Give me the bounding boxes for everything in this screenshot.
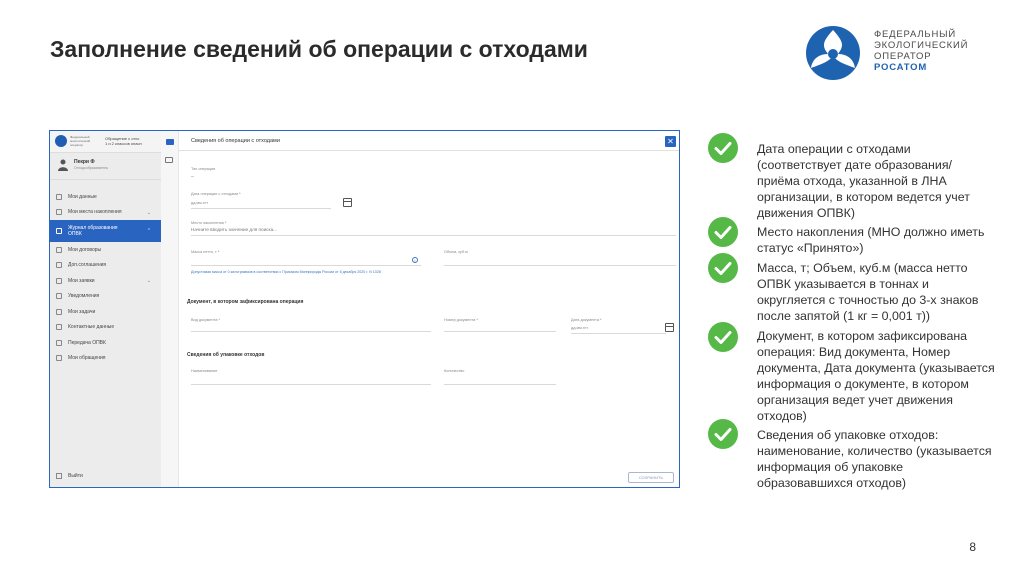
- contacts-icon: [56, 324, 62, 330]
- calendar-icon[interactable]: [343, 198, 352, 207]
- user-card[interactable]: [50, 153, 161, 179]
- required-mark: *: [224, 221, 227, 225]
- operation-date-label: [191, 192, 241, 196]
- document-section-title: Документ, в котором зафиксирована операция: [187, 299, 304, 305]
- sidebar-item-label: Доп.соглашения: [68, 262, 107, 269]
- close-button[interactable]: ✕: [665, 136, 676, 147]
- user-name: Пекри Ф: [74, 159, 95, 165]
- chevron-down-icon: ⌄: [146, 209, 151, 216]
- pack-name-label: Наименование: [191, 369, 218, 373]
- sidebar-item-label: Мои заявки: [68, 277, 95, 284]
- sidebar-item-appeals[interactable]: [50, 351, 161, 367]
- rosatom-logo: [804, 24, 984, 82]
- avatar-icon: [58, 159, 68, 171]
- logout-icon: [56, 473, 62, 479]
- folder-icon[interactable]: [166, 139, 174, 145]
- sidebar-item-contacts[interactable]: [50, 320, 161, 336]
- sidebar-item-label: Мои места накопления: [68, 209, 122, 216]
- packaging-section-title: Сведения об упаковке отходов: [187, 352, 265, 358]
- sidebar-item-label: Передача ОПВК: [68, 339, 106, 346]
- sidebar-item-my-data[interactable]: [50, 189, 161, 205]
- check-icon: [708, 217, 738, 247]
- sidebar-item-label: Контактные данные: [68, 324, 115, 331]
- sidebar-header: [50, 131, 161, 153]
- sidebar-item-notifications[interactable]: [50, 289, 161, 305]
- sidebar-item-label: Уведомления: [68, 293, 100, 300]
- logout-label: Выйти: [68, 473, 83, 479]
- divider: [50, 179, 161, 180]
- chevron-up-icon: ⌃: [146, 228, 151, 234]
- operation-dialog: [179, 131, 680, 487]
- sidebar-item-transfer[interactable]: [50, 335, 161, 351]
- tasks-icon: [56, 309, 62, 315]
- org-name: [105, 136, 142, 146]
- chat-icon: [56, 355, 62, 361]
- mass-hint: Допустимая масса от 0 килограммов в соответствии с Приказом Минприроды России от 8 декабря 2020 г. N 1028: [191, 270, 381, 274]
- mass-label: [191, 250, 219, 254]
- logout-button[interactable]: [56, 473, 83, 479]
- calendar-icon[interactable]: [665, 323, 674, 332]
- page-number: 8: [969, 540, 976, 554]
- label-text: Дата операции с отходами: [191, 192, 239, 196]
- operation-date-input[interactable]: дд.мм.гггг: [191, 201, 209, 205]
- point-text: Дата операции с отходами (соответствует дате образования/ приёма отхода, указанной в ЛНА организации, в котором ведется учет движения ОПВК): [757, 142, 970, 220]
- logo-line: ОПЕРАТОР: [874, 51, 932, 62]
- volume-label: Объем, куб.м: [444, 250, 468, 254]
- doc-type-underline[interactable]: [191, 331, 431, 332]
- required-mark: *: [217, 250, 220, 254]
- sidebar-menu: [50, 189, 161, 366]
- journal-icon: [56, 228, 62, 234]
- bell-icon: [56, 293, 62, 299]
- chevron-down-icon: ⌄: [146, 278, 151, 284]
- label-text: Место накопления: [191, 221, 224, 225]
- doc-date-input[interactable]: дд.мм.гггг: [571, 326, 589, 330]
- label-text: Вид документа: [191, 318, 218, 322]
- sidebar-item-storage-places[interactable]: [50, 205, 161, 221]
- storage-place-label: [191, 221, 226, 225]
- point-text: Сведения об упаковке отходов: наименование, количество (указывается информация об упаковке образовавшихся отходов): [757, 428, 992, 490]
- document-icon: [56, 247, 62, 253]
- logo-brand: РОСАТОМ: [874, 62, 928, 73]
- sidebar-item-agreements[interactable]: [50, 258, 161, 274]
- sidebar-item-tasks[interactable]: [50, 304, 161, 320]
- volume-underline[interactable]: [444, 265, 676, 266]
- storage-place-input[interactable]: Начните вводить значение для поиска...: [191, 227, 277, 232]
- logo-line: ЭКОЛОГИЧЕСКИЙ: [874, 40, 969, 51]
- point-text: Документ, в котором зафиксирована операция: Вид документа, Номер документа, Дата документа (указывается информация о документе, в котором организация ведет учет движения отходов): [757, 329, 995, 423]
- user-role: Отходообразователь: [74, 166, 109, 170]
- sidebar-item-journal[interactable]: [50, 220, 161, 242]
- operation-type-label: Тип операции: [191, 167, 216, 171]
- org-line: 1 и 2 классов опасн: [105, 141, 142, 146]
- label-text: Масса нетто, т: [191, 250, 217, 254]
- pack-qty-label: Количество: [444, 369, 465, 373]
- doc-date-label: [571, 318, 602, 322]
- app-screenshot: [49, 130, 680, 488]
- check-icon: [708, 133, 738, 163]
- check-icon: [708, 322, 738, 352]
- sidebar-item-label: Мои данные: [68, 193, 97, 200]
- operation-type-value: –: [191, 174, 194, 180]
- trash-icon: [56, 209, 62, 215]
- sidebar-item-label: Мои обращения: [68, 355, 106, 362]
- date-underline: [191, 208, 331, 209]
- sidebar-item-contracts[interactable]: [50, 242, 161, 258]
- doc-date-underline: [571, 333, 666, 334]
- doc-number-underline[interactable]: [444, 331, 556, 332]
- required-mark: *: [218, 318, 220, 322]
- sidebar-item-label: Журнал образования ОПВК: [68, 225, 118, 237]
- mass-underline[interactable]: [191, 265, 421, 266]
- logo-line: ФЕДЕРАЛЬНЫЙ: [874, 29, 956, 40]
- required-mark: *: [600, 318, 602, 322]
- point-text: Масса, т; Объем, куб.м (масса нетто ОПВК указывается в тоннах и округляется с точностью до 3-х знаков после запятой (1 кг = 0,001 т)): [757, 261, 979, 323]
- side-strip: [161, 131, 179, 487]
- document-icon: [56, 262, 62, 268]
- required-mark: *: [239, 192, 241, 196]
- label-text: Номер документа: [444, 318, 476, 322]
- sidebar-item-requests[interactable]: [50, 273, 161, 289]
- transfer-icon: [56, 340, 62, 346]
- point-text: Место накопления (МНО должно иметь статус «Принято»): [757, 225, 985, 255]
- check-icon: [708, 419, 738, 449]
- save-button[interactable]: СОХРАНИТЬ: [628, 472, 674, 483]
- org-line: Обращение с отхо: [105, 136, 140, 141]
- place-underline: [191, 235, 676, 236]
- org-logo-text: Федеральный экологический оператор: [70, 135, 91, 147]
- pack-qty-underline[interactable]: [444, 384, 556, 385]
- slide-title: Заполнение сведений об операции с отходами: [50, 36, 588, 62]
- info-icon[interactable]: i: [412, 257, 418, 263]
- folder-icon: [56, 194, 62, 200]
- list-icon[interactable]: [165, 157, 173, 163]
- sidebar: [50, 131, 161, 487]
- dialog-header: [179, 131, 680, 151]
- required-mark: *: [476, 318, 478, 322]
- logo-text: [874, 29, 968, 73]
- label-text: Дата документа: [571, 318, 599, 322]
- doc-type-label: [191, 318, 220, 322]
- dialog-title: Сведения об операции с отходами: [191, 138, 280, 144]
- pack-name-underline[interactable]: [191, 384, 431, 385]
- request-icon: [56, 278, 62, 284]
- doc-number-label: [444, 318, 478, 322]
- atom-logo-icon: [804, 24, 862, 82]
- org-logo-icon: [55, 135, 67, 147]
- sidebar-item-label: Мои задачи: [68, 308, 96, 315]
- sidebar-item-label: Мои договоры: [68, 246, 102, 253]
- check-icon: [708, 253, 738, 283]
